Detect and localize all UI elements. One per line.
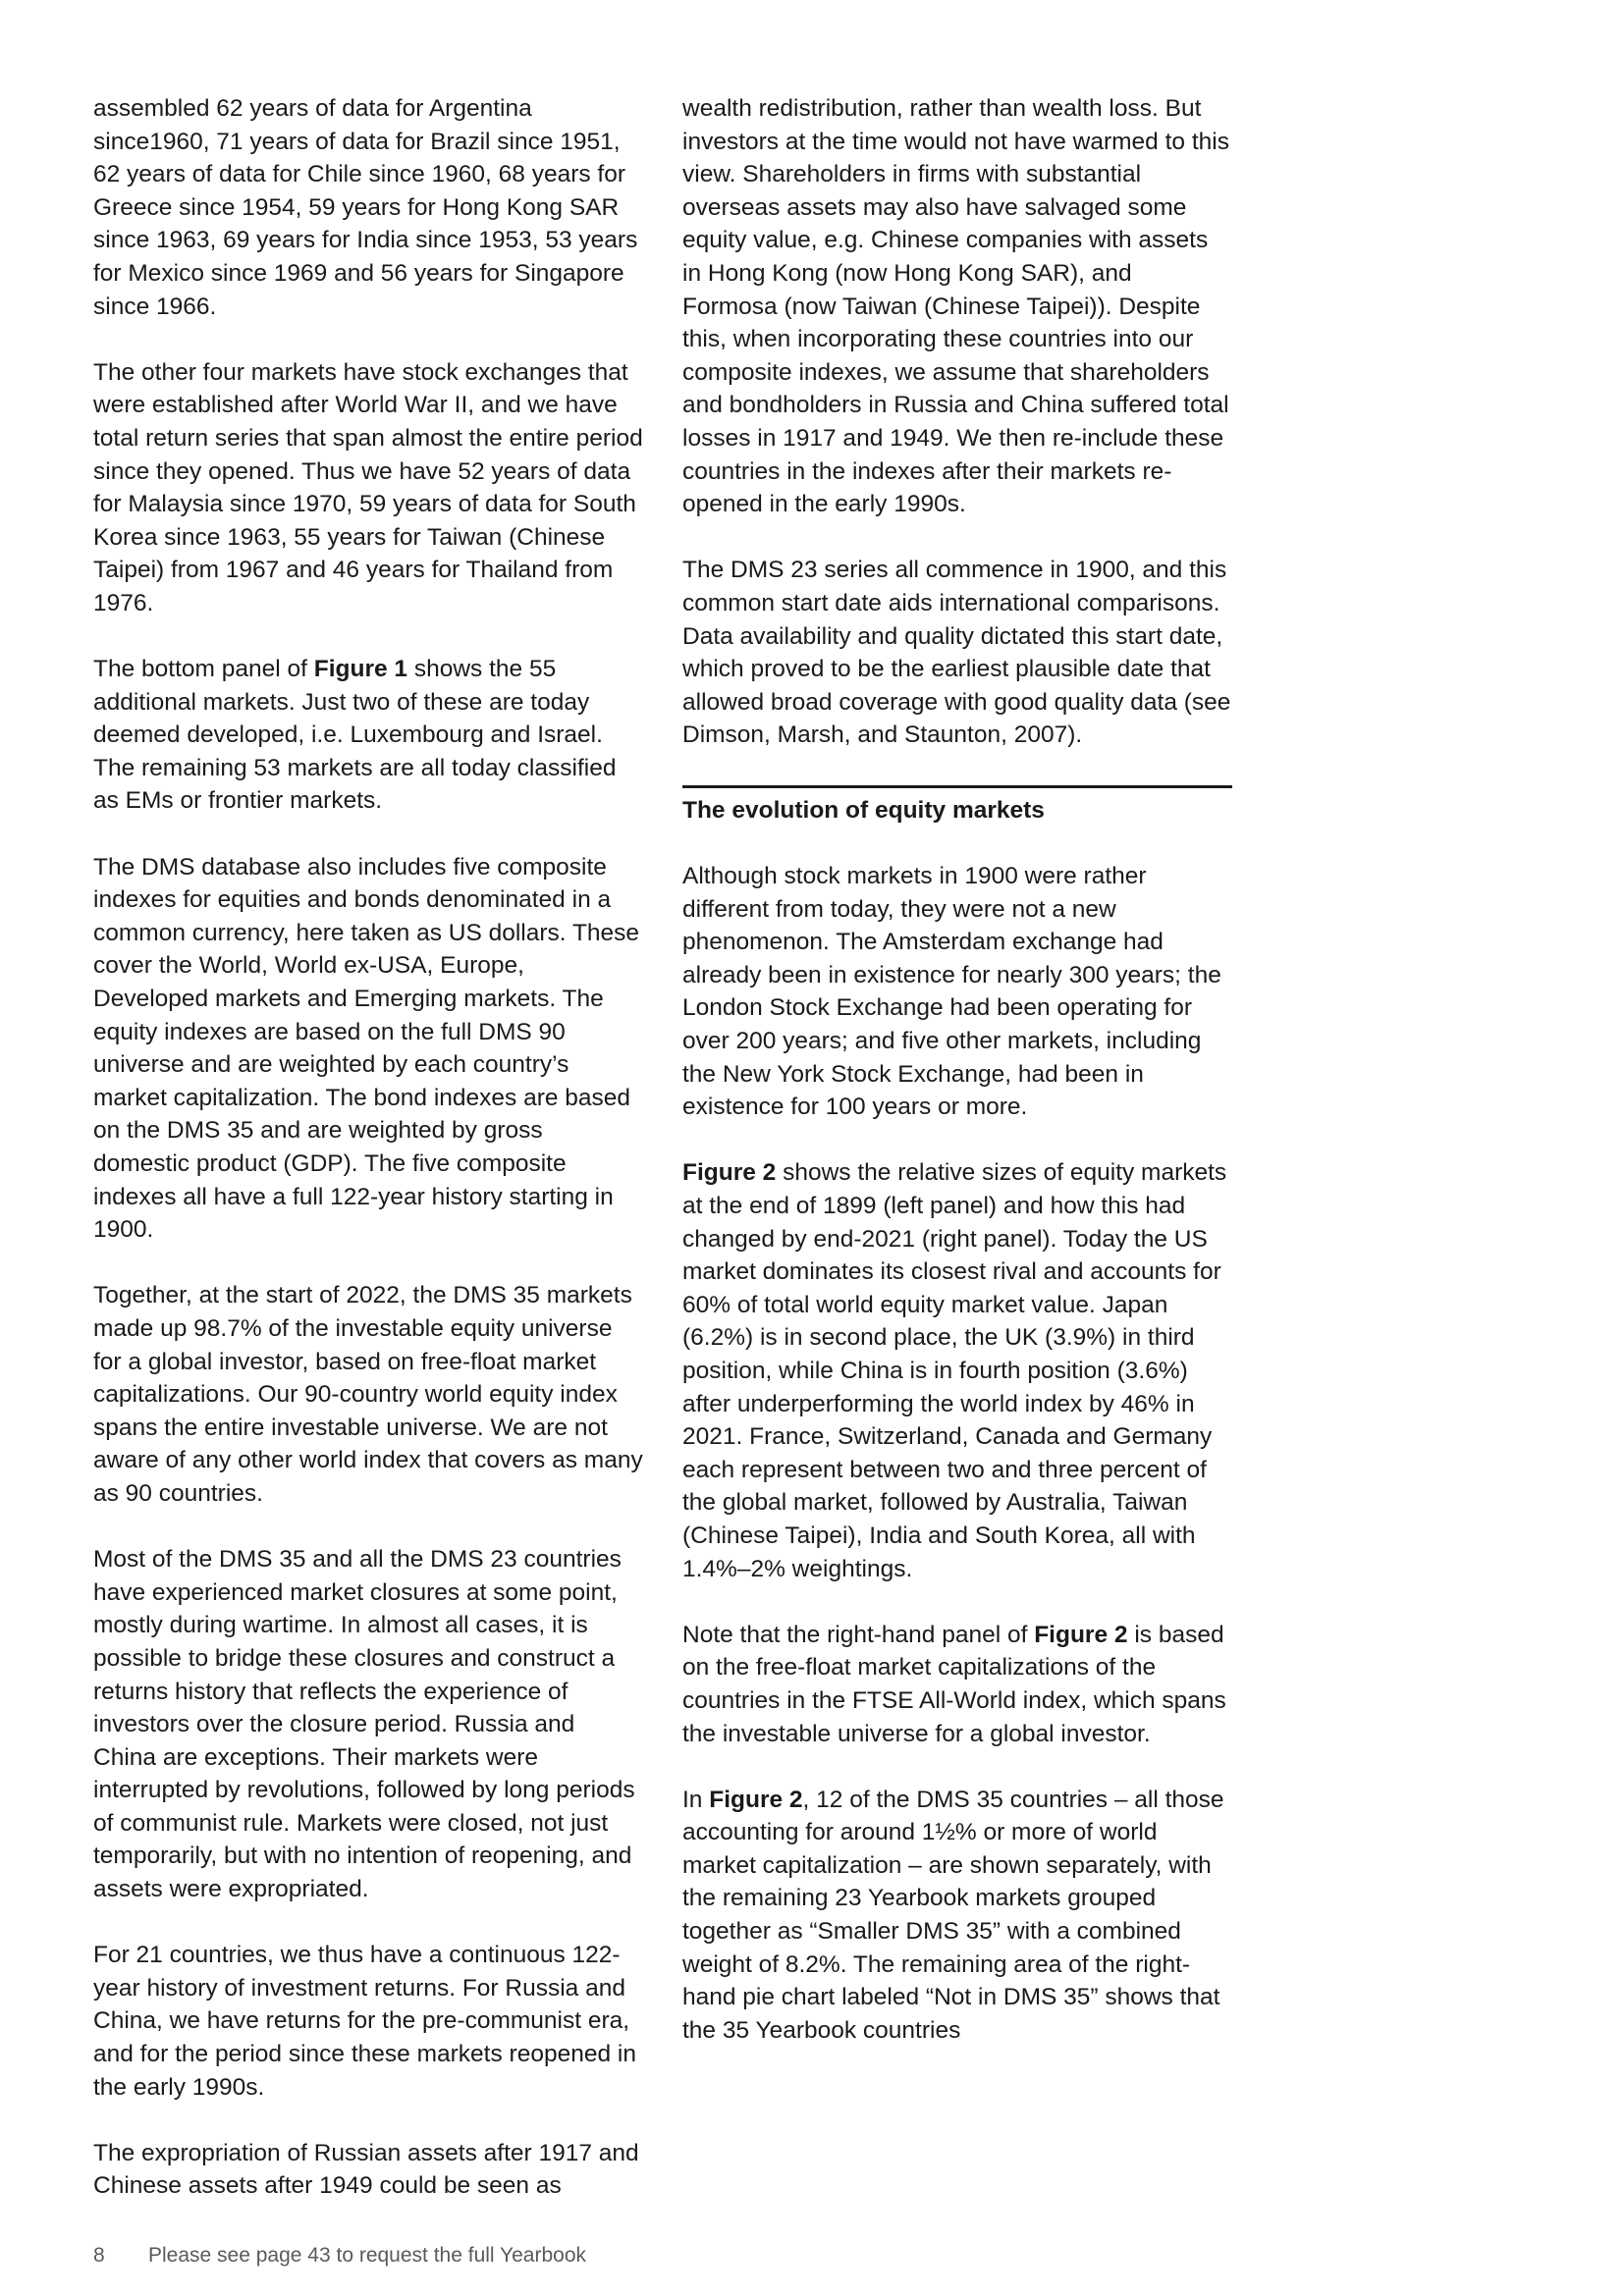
paragraph-additional-markets	[93, 653, 643, 818]
section-divider	[682, 785, 1232, 828]
paragraph-expropriation: The expropriation of Russian assets after 1917 and Chinese assets after 1949 could be seen as	[93, 2139, 639, 2200]
paragraph-market-closures: Most of the DMS 35 and all the DMS 23 countries have experienced market closures at some point, mostly during wartime. In almost all cases, it is possible to bridge these closures and construct a returns history that reflects the experience of investors over the closure period. Russia and China are exceptions. Their markets were interrupted by revolutions, followed by long periods of communist rule. Markets were closed, not just temporarily, but with no intention of reopening, and assets were expropriated.	[93, 1546, 635, 1903]
footer-note: Please see page 43 to request the full Yearbook	[148, 2244, 587, 2267]
paragraph-text: , 12 of the DMS 35 countries – all those accounting for around 1½% or more of world market capitalization – are shown separately, with the remaining 23 Yearbook markets grouped together as “Smaller DMS 35” with a combined weight of 8.2%. The remaining area of the right-hand pie chart labeled “Not in DMS 35” shows that the 35 Yearbook countries	[682, 1786, 1224, 2044]
page-footer	[93, 2244, 586, 2268]
paragraph-text: Note that the right-hand panel of	[682, 1621, 1035, 1648]
section-heading: The evolution of equity markets	[682, 796, 1045, 824]
paragraph-continuous-history: For 21 countries, we thus have a continuous 122-year history of investment returns. For Russia and China, we have returns for the pre-communist era, and for the period since these markets reopened in the early 1990s.	[93, 1942, 636, 2101]
paragraph-dms23-start-date: The DMS 23 series all commence in 1900, and this common start date aids international comparisons. Data availability and quality dictated this start date, which proved to be the earliest plausible date that allowed broad coverage with good quality data (see Dimson, Marsh, and Staunton, 2007).	[682, 557, 1231, 749]
paragraph-early-markets: Although stock markets in 1900 were rather different from today, they were not a new phenomenon. The Amsterdam exchange had already been in existence for nearly 300 years; the London Stock Exchange had been operating for over 200 years; and five other markets, including the New York Stock Exchange, had been in existence for 100 years or more.	[682, 863, 1221, 1121]
paragraph-dms35-coverage: Together, at the start of 2022, the DMS 35 markets made up 98.7% of the investable equity universe for a global investor, based on free-float market capitalizations. Our 90-country world equity index spans the entire investable universe. We are not aware of any other world index that covers as many as 90 countries.	[93, 1282, 643, 1507]
paragraph-smaller-dms35	[682, 1784, 1232, 2048]
paragraph-free-float	[682, 1619, 1232, 1750]
figure-reference: Figure 1	[313, 656, 408, 683]
figure-reference: Figure 2	[709, 1786, 803, 1813]
paragraph-figure2-sizes	[682, 1156, 1232, 1585]
paragraph-wealth-redistribution: wealth redistribution, rather than wealth loss. But investors at the time would not have warmed to this view. Shareholders in firms with substantial overseas assets may also have salvaged some equity value, e.g. Chinese companies with assets in Hong Kong (now Hong Kong SAR), and Formosa (now Taiwan (Chinese Taipei)). Despite this, when incorporating these countries into our composite indexes, we assume that shareholders and bondholders in Russia and China suffered total losses in 1917 and 1949. We then re-include these countries in the indexes after their markets re-opened in the early 1990s.	[682, 95, 1229, 518]
figure-reference: Figure 2	[1034, 1621, 1128, 1648]
paragraph-data-years: assembled 62 years of data for Argentina since1960, 71 years of data for Brazil since 1951, 62 years of data for Chile since 1960, 68 years for Greece since 1954, 59 years for Hong Kong SAR since 1963, 69 years for India since 1953, 53 years for Mexico since 1969 and 56 years for Singapore since 1966.	[93, 95, 638, 320]
paragraph-text: The bottom panel of	[93, 656, 314, 683]
left-column	[93, 92, 643, 2203]
paragraph-text: shows the 55 additional markets. Just two of these are today deemed developed, i.e. Luxembourg and Israel. The remaining 53 markets are all today classified as EMs or frontier markets.	[93, 656, 617, 815]
paragraph-text: is based on the free-float market capitalizations of the countries in the FTSE All-World index, which spans the investable universe for a global investor.	[682, 1621, 1226, 1747]
paragraph-text: In	[682, 1786, 710, 1813]
right-column	[682, 92, 1232, 2047]
paragraph-post-war-markets: The other four markets have stock exchanges that were established after World War II, and we have total return series that span almost the entire period since they opened. Thus we have 52 years of data for Malaysia since 1970, 59 years of data for South Korea since 1963, 55 years for Taiwan (Chinese Taipei) from 1967 and 46 years for Thailand from 1976.	[93, 358, 643, 616]
page-number: 8	[93, 2244, 105, 2267]
paragraph-composite-indexes: The DMS database also includes five composite indexes for equities and bonds denominated in a common currency, here taken as US dollars. These cover the World, World ex-USA, Europe, Developed markets and Emerging markets. The equity indexes are based on the full DMS 90 universe and are weighted by each country’s market capitalization. The bond indexes are based on the DMS 35 and are weighted by gross domestic product (GDP). The five composite indexes all have a full 122-year history starting in 1900.	[93, 853, 640, 1244]
paragraph-text: shows the relative sizes of equity markets at the end of 1899 (left panel) and how this had changed by end-2021 (right panel). Today the US market dominates its closest rival and accounts for 60% of total world equity market value. Japan (6.2%) is in second place, the UK (3.9%) in third position, while China is in fourth position (3.6%) after underperforming the world index by 46% in 2021. France, Switzerland, Canada and Germany each represent between two and three percent of the global market, followed by Australia, Taiwan (Chinese Taipei), India and South Korea, all with 1.4%–2% weightings.	[682, 1159, 1227, 1582]
figure-reference: Figure 2	[682, 1159, 777, 1187]
